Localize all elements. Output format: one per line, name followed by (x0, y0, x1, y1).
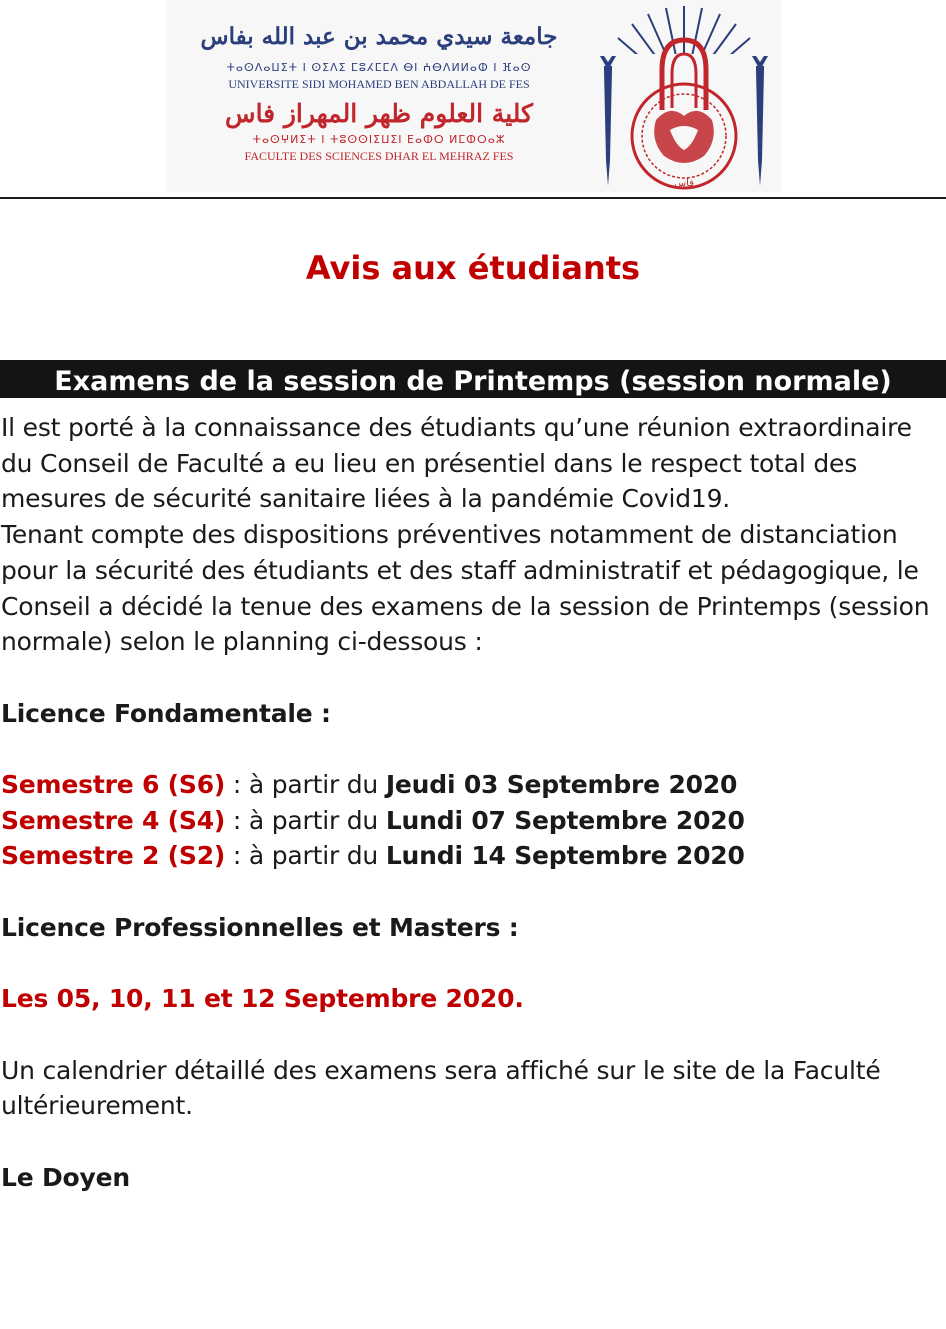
schedule-date: Lundi 07 Septembre 2020 (385, 805, 745, 835)
letterhead (166, 0, 782, 192)
faculty-name-arabic: كلية العلوم ظهر المهراز فاس (225, 99, 533, 128)
schedule-connector: : à partir du (225, 841, 386, 871)
faculty-name-tifinagh: ⵜⴰⵙⵖⵍⵉⵜ ⵏ ⵜⵓⵙⵙⵏⵉⵡⵉⵏ ⴹⴰⵀⵔ ⵍⵎⵀⵔⴰⵣ (252, 133, 506, 146)
schedule-row (1, 803, 945, 839)
header-divider (0, 197, 946, 199)
university-name-french: UNIVERSITE SIDI MOHAMED BEN ABDALLAH DE FES (228, 77, 530, 91)
university-logo (586, 0, 782, 192)
schedule-connector: : à partir du (225, 805, 386, 835)
university-name-tifinagh: ⵜⴰⵙⴷⴰⵡⵉⵜ ⵏ ⵙⵉⴷⵉ ⵎⵓⵃⵎⵎⴷ ⴱⵏ ⵄⴱⴷⵍⵍⴰⵀ ⵏ ⴼⴰⵙ (226, 61, 532, 74)
schedule-date: Lundi 14 Septembre 2020 (385, 841, 745, 871)
licence-pro-dates: Les 05, 10, 11 et 12 Septembre 2020. (1, 984, 524, 1014)
schedule-date: Jeudi 03 Septembre 2020 (385, 770, 738, 799)
semester-label: Semestre 4 (S4) (1, 805, 226, 835)
signature: Le Doyen (1, 1162, 130, 1192)
university-name-arabic: جامعة سيدي محمد بن عبد الله بفاس (200, 23, 558, 50)
intro-paragraph-2: Tenant compte des dispositions préventives notamment de distanciation pour la sécurité des étudiants et des staff administratif et pédagogique, le Conseil a décidé la tenue des examens de la session de Printemps (session normale) selon le planning ci-dessous : (1, 520, 930, 657)
schedule-row (1, 767, 945, 803)
intro-paragraph-1: Il est porté à la connaissance des étudiants qu’une réunion extraordinaire du Conseil de Faculté a eu lieu en présentiel dans le respect total des mesures de sécurité sanitaire liées à la pandémie Covid19. (1, 413, 912, 514)
section-banner: Examens de la session de Printemps (session normale) (0, 360, 946, 398)
logo-caption: فاس (673, 178, 695, 189)
semester-label: Semestre 6 (S6) (1, 770, 226, 799)
faculty-name-french: FACULTE DES SCIENCES DHAR EL MEHRAZ FES (244, 149, 514, 163)
notice-body (1, 410, 945, 1195)
licence-fondamentale-heading: Licence Fondamentale : (1, 698, 331, 728)
schedule-row (1, 838, 945, 874)
licence-pro-heading: Licence Professionnelles et Masters : (1, 912, 519, 942)
semester-schedule (1, 767, 945, 874)
letterhead-text (172, 22, 586, 164)
calendar-note: Un calendrier détaillé des examens sera affiché sur le site de la Faculté ultérieurement. (1, 1055, 881, 1121)
semester-label: Semestre 2 (S2) (1, 841, 226, 871)
schedule-connector: : à partir du (225, 770, 386, 799)
page-title: Avis aux étudiants (305, 249, 641, 287)
